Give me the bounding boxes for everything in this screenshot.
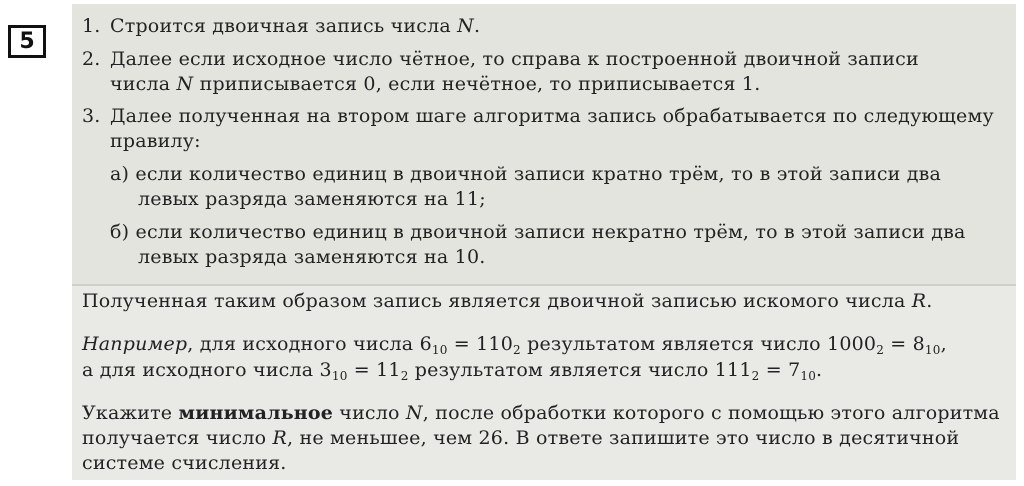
variable: N bbox=[457, 15, 474, 37]
question-line-3 bbox=[82, 451, 287, 475]
step-text: Далее если исходное число чётное, то справа к построенной двоичной записи bbox=[110, 48, 919, 70]
rule-b-line-2 bbox=[138, 245, 486, 269]
subscript: 10 bbox=[924, 343, 941, 357]
step-1 bbox=[82, 14, 480, 38]
result-text-end: . bbox=[926, 290, 933, 312]
step-text: числа bbox=[110, 73, 177, 95]
variable: R bbox=[272, 427, 287, 449]
step-text-end: . bbox=[473, 15, 481, 37]
rule-b-line-1 bbox=[110, 220, 966, 244]
step-text: Строится двоичная запись числа bbox=[110, 15, 458, 37]
subscript: 2 bbox=[400, 369, 409, 383]
example-text: = 110 bbox=[447, 333, 513, 355]
step-text: Далее полученная на втором шаге алгоритма запись обрабатывается по следующему bbox=[110, 105, 994, 127]
example-text: , для исходного числа 6 bbox=[187, 333, 432, 355]
step-2-line-1 bbox=[82, 47, 919, 71]
result-paragraph bbox=[82, 289, 933, 313]
example-line-1 bbox=[82, 332, 947, 356]
rule-text: левых разряда заменяются на 10. bbox=[138, 246, 486, 268]
subscript: 2 bbox=[751, 369, 760, 383]
emphasis: минимальное bbox=[178, 402, 334, 424]
variable: N bbox=[405, 402, 423, 424]
rule-text: левых разряда заменяются на 11; bbox=[138, 188, 486, 210]
subscript: 10 bbox=[431, 343, 448, 357]
example-text: результатом является число 111 bbox=[408, 359, 752, 381]
example-word: Например bbox=[82, 333, 188, 355]
example-text: . bbox=[816, 359, 823, 381]
question-text: получается число bbox=[82, 427, 273, 449]
rule-a-line-2 bbox=[138, 187, 486, 211]
step-number: 2. bbox=[82, 48, 101, 70]
question-text: системе счисления. bbox=[82, 452, 287, 474]
subscript: 2 bbox=[876, 343, 885, 357]
variable: R bbox=[911, 290, 927, 312]
question-text: , после обработки которого с помощью этого алгоритма bbox=[422, 402, 1000, 424]
subscript: 10 bbox=[331, 369, 348, 383]
result-text: Полученная таким образом запись является двоичной записью искомого числа bbox=[82, 290, 912, 312]
example-text: = 11 bbox=[347, 359, 401, 381]
section-divider bbox=[72, 284, 1016, 286]
step-3-line-2 bbox=[110, 129, 201, 153]
algorithm-steps bbox=[72, 4, 1016, 284]
rule-label: а) bbox=[110, 163, 130, 185]
example-line-2 bbox=[82, 358, 822, 382]
step-text: правилу: bbox=[110, 130, 201, 152]
task-number-badge: 5 bbox=[8, 25, 46, 58]
question-line-1 bbox=[82, 401, 1000, 425]
variable: N bbox=[176, 73, 194, 95]
step-2-line-2 bbox=[110, 72, 760, 96]
task-panel bbox=[72, 4, 1016, 480]
rule-label: б) bbox=[110, 221, 130, 243]
step-number: 1. bbox=[82, 15, 101, 37]
question-text: число bbox=[333, 402, 406, 424]
example-text: а для исходного числа 3 bbox=[82, 359, 332, 381]
step-3-line-1 bbox=[82, 104, 994, 128]
example-text: результатом является число 1000 bbox=[520, 333, 877, 355]
question-text: , не меньшее, чем 26. В ответе запишите это число в десятичной bbox=[287, 427, 960, 449]
rule-text: если количество единиц в двоичной записи кратно трём, то в этой записи два bbox=[135, 163, 942, 185]
question-text: Укажите bbox=[82, 402, 179, 424]
rule-text: если количество единиц в двоичной записи некратно трём, то в этой записи два bbox=[135, 221, 966, 243]
subscript: 2 bbox=[513, 343, 521, 357]
question-line-2 bbox=[82, 426, 959, 450]
example-text: , bbox=[940, 333, 947, 355]
step-text: приписывается 0, если нечётное, то приписывается 1. bbox=[193, 73, 761, 95]
rule-a-line-1 bbox=[110, 162, 941, 186]
example-text: = 7 bbox=[759, 359, 801, 381]
subscript: 10 bbox=[800, 369, 817, 383]
step-number: 3. bbox=[82, 105, 101, 127]
example-text: = 8 bbox=[884, 333, 925, 355]
